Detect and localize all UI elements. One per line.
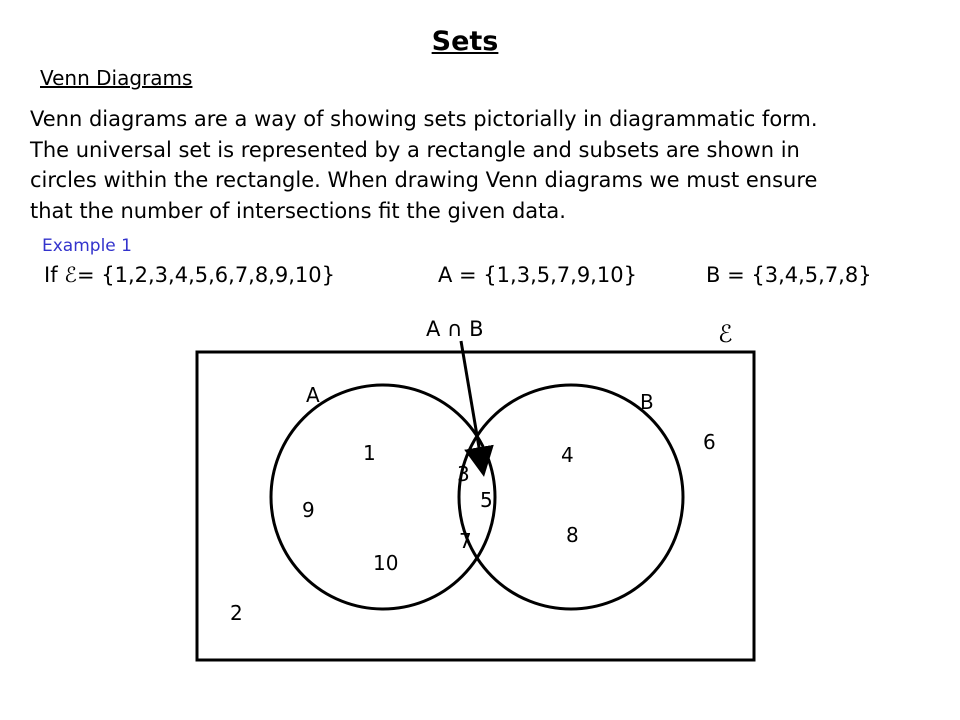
paragraph-line: Venn diagrams are a way of showing sets pictorially in diagrammatic form.: [30, 107, 818, 131]
paragraph-line: The universal set is represented by a rectangle and subsets are shown in: [30, 137, 800, 162]
element-b-only: 4: [561, 443, 574, 467]
element-a-only: 1: [363, 441, 376, 465]
paragraph-line: circles within the rectangle. When drawing Venn diagrams we must ensure: [30, 168, 818, 192]
set-b-definition: B = {3,4,5,7,8}: [706, 263, 872, 287]
page-title: Sets: [431, 26, 499, 57]
paragraph-line: that the number of intersections fit the given data.: [30, 198, 566, 223]
element-b-only: 8: [566, 523, 579, 547]
element-intersection: 7: [459, 529, 472, 553]
section-heading: Venn Diagrams: [40, 66, 193, 90]
universal-set-symbol: ℰ: [718, 320, 733, 348]
universal-set-definition: If ℰ= {1,2,3,4,5,6,7,8,9,10}: [44, 263, 336, 287]
set-a-circle: [271, 385, 495, 609]
element-outside: 6: [703, 430, 716, 454]
element-a-only: 9: [302, 498, 315, 522]
set-a-label: A: [306, 383, 320, 407]
element-a-only: 10: [373, 551, 399, 575]
element-intersection: 5: [480, 488, 493, 512]
element-outside: 2: [230, 601, 243, 625]
element-intersection: 3: [457, 462, 470, 486]
intersection-label: A ∩ B: [426, 317, 484, 341]
universal-set-rectangle: [197, 352, 754, 660]
example-label: Example 1: [42, 236, 132, 256]
set-b-label: B: [640, 390, 654, 414]
set-a-definition: A = {1,3,5,7,9,10}: [438, 263, 637, 287]
